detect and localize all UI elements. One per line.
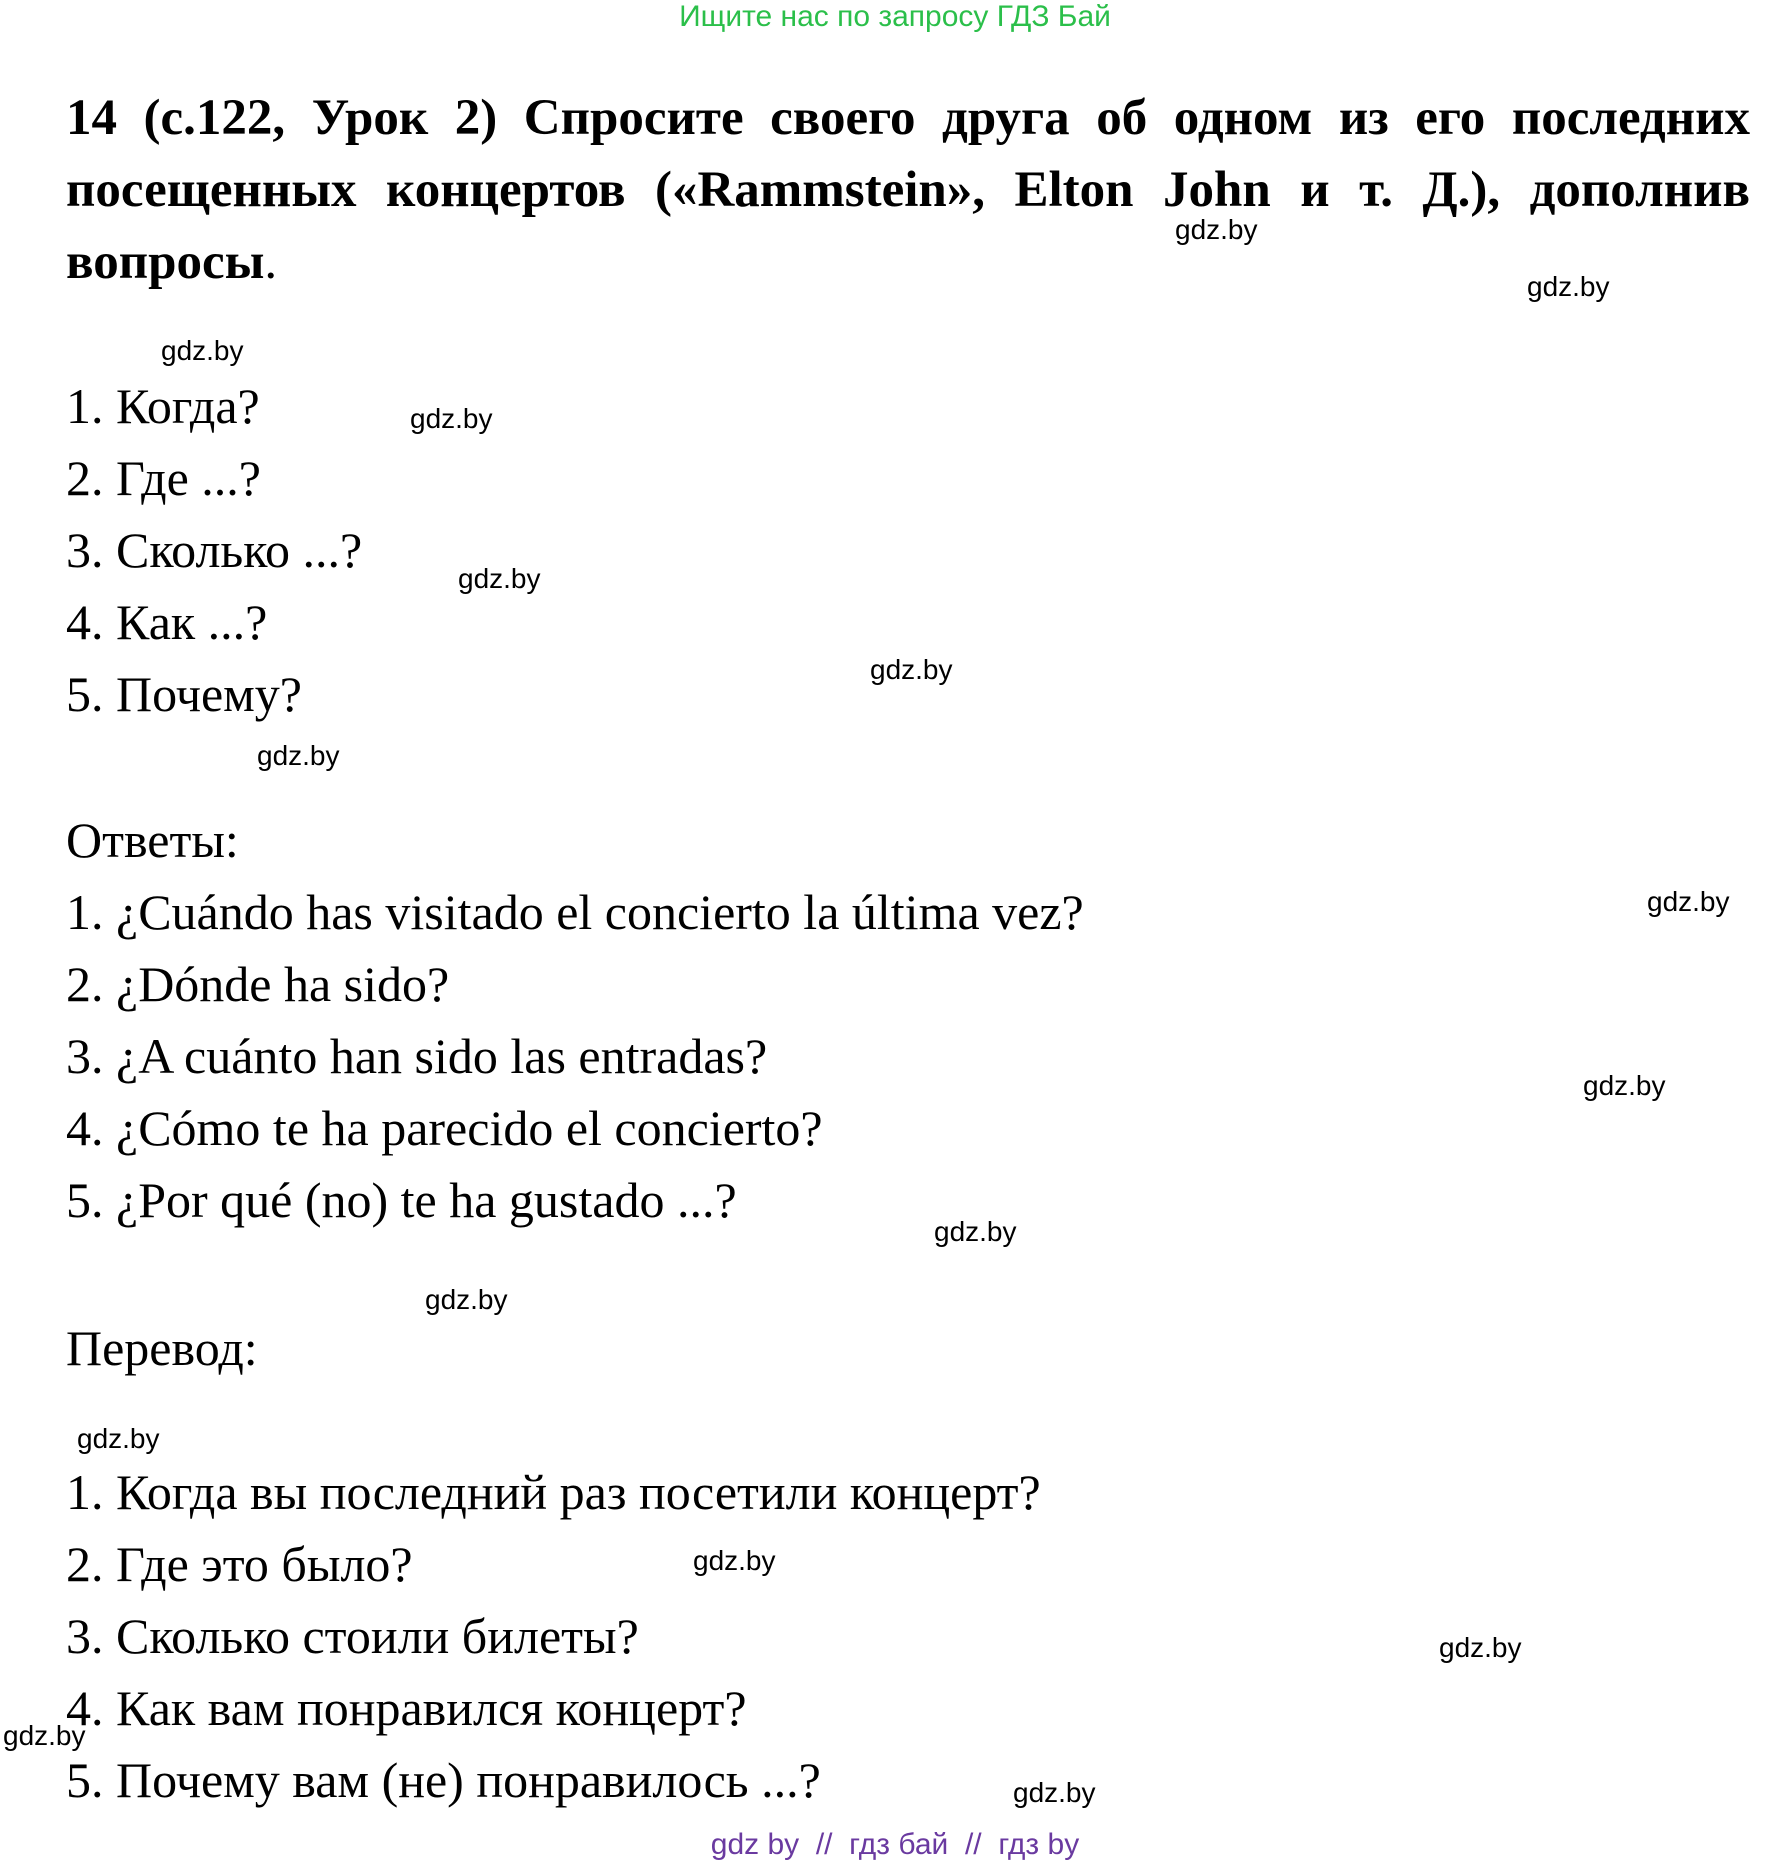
translation-item: 4. Как вам понравился концерт? (66, 1680, 747, 1736)
translation-item: 2. Где это было? (66, 1536, 413, 1592)
answers-heading: Ответы: (66, 812, 239, 868)
watermark: gdz.by (458, 563, 541, 594)
answer-item: 3. ¿A cuánto han sido las entradas? (66, 1028, 768, 1084)
task-title-end: . (264, 234, 278, 290)
watermark: gdz.by (1013, 1777, 1096, 1808)
watermark: gdz.by (1439, 1632, 1522, 1663)
footer-links: gdz by // гдз бай // гдз by (710, 1828, 1080, 1861)
translation-item: 3. Сколько стоили билеты? (66, 1608, 639, 1664)
question-item: 2. Где ...? (66, 450, 261, 506)
task-title (66, 82, 1750, 298)
watermark: gdz.by (1527, 271, 1610, 302)
watermark: gdz.by (77, 1423, 160, 1454)
question-item: 5. Почему? (66, 666, 302, 722)
translation-item: 1. Когда вы последний раз посетили концерт? (66, 1464, 1041, 1520)
watermark: gdz.by (3, 1720, 86, 1751)
translation-item: 5. Почему вам (не) понравилось ...? (66, 1752, 821, 1808)
task-title-text: 14 (с.122, Урок 2) Спросите своего друга об одном из его последних посещенных концертов («Rammstein», Elton John и т. Д.), дополнив вопросы (66, 90, 1750, 290)
watermark: gdz.by (1175, 214, 1258, 245)
translation-heading: Перевод: (66, 1320, 258, 1376)
watermark: gdz.by (257, 740, 340, 771)
watermark: gdz.by (425, 1284, 508, 1315)
question-item: 3. Сколько ...? (66, 522, 363, 578)
watermark: gdz.by (1647, 886, 1730, 917)
answer-item: 2. ¿Dónde ha sido? (66, 956, 450, 1012)
watermark: gdz.by (161, 335, 244, 366)
watermark: gdz.by (1583, 1070, 1666, 1101)
top-banner: Ищите нас по запросу ГДЗ Бай (679, 0, 1111, 33)
answer-item: 1. ¿Cuándo has visitado el concierto la última vez? (66, 884, 1084, 940)
watermark: gdz.by (934, 1216, 1017, 1247)
answer-item: 4. ¿Cómo te ha parecido el concierto? (66, 1100, 823, 1156)
watermark: gdz.by (410, 403, 493, 434)
answer-item: 5. ¿Por qué (no) te ha gustado ...? (66, 1172, 737, 1228)
watermark: gdz.by (870, 654, 953, 685)
watermark: gdz.by (693, 1545, 776, 1576)
question-item: 1. Когда? (66, 378, 260, 434)
question-item: 4. Как ...? (66, 594, 268, 650)
